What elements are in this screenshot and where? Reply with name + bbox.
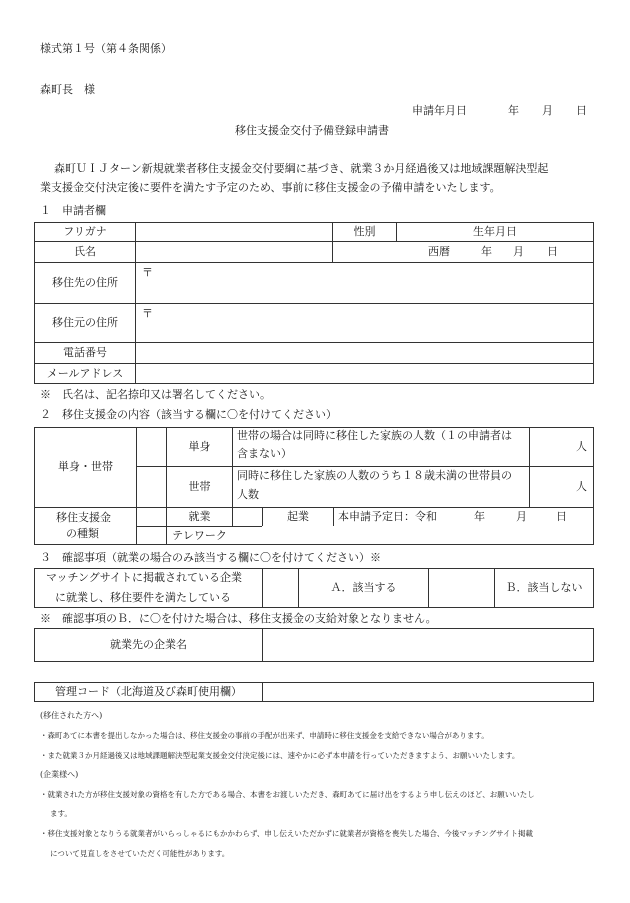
intro-line-1: 森町ＵＩＪターン新規就業者移住支援金交付要綱に基づき、就業３か月経過後又は地域課題解決型起 (54, 162, 549, 175)
single-mark-cell[interactable] (137, 428, 166, 466)
gender-field[interactable] (333, 242, 396, 262)
single-label: 単身 (188, 439, 211, 453)
footnote-company-2a: ・移住支援対象となりうる就業者がいらっしゃるにもかかわらず、申し伝えいただかずに就業者が資格を喪失した場合、今後マッチングサイト掲載 (40, 829, 534, 838)
old-address-postal-mark: 〒 (142, 307, 153, 320)
footnote-mover-2: ・また就業３か月経過後又は地域課題解決型起業支援金交付決定後には、速やかに必ず本申請を行っていただきますよう、お願いいたします。 (40, 751, 520, 760)
section1-note: ※ 氏名は、記名捺印又は署名してください。 (40, 388, 271, 401)
addressee: 森町長 様 (40, 83, 95, 96)
admin-code-label: 管理コード（北海道及び森町使用欄） (55, 685, 242, 699)
new-address-postal-mark: 〒 (142, 266, 153, 279)
application-date-month: 月 (542, 104, 553, 117)
old-address-label: 移住元の住所 (52, 315, 118, 329)
startup-plan-label: 本申請予定日：令和 (338, 510, 437, 523)
company-name-field[interactable] (263, 629, 593, 662)
footnote-company-2b: について見直しをさせていただく可能性があります。 (50, 849, 230, 858)
option-b-mark-cell[interactable] (429, 569, 494, 608)
section1-heading: １ 申請者欄 (40, 204, 106, 217)
birthdate-era: 西暦 (428, 245, 450, 258)
type-label-line-2: の種類 (66, 527, 99, 540)
footnote-mover-1: ・森町あてに本書を提出しなかった場合は、移住支援金の事前の手配が出来ず、申請時に移住支援金を支給できない場合があります。 (40, 731, 489, 740)
family-persons-field[interactable] (530, 467, 593, 507)
family-label: 世帯 (188, 479, 211, 493)
company-name-label: 就業先の企業名 (110, 638, 187, 652)
email-label: メールアドレス (46, 366, 124, 380)
phone-label: 電話番号 (63, 345, 107, 359)
family-desc-line-2: 人数 (237, 488, 259, 501)
phone-field[interactable] (136, 343, 593, 363)
footnote-company-1a: ・就業された方が移住支援対象の資格を有した方である場合、本書をお渡しいただき、森町あてに届け出をするよう申し伝えのほど、お願いいたし (40, 790, 535, 799)
startup-mark-cell[interactable] (233, 508, 262, 526)
question-line-2: に就業し、移住要件を満たしている (55, 591, 231, 604)
section3-heading: ３ 確認事項（就業の場合のみ該当する欄に〇を付けてください）※ (40, 551, 381, 564)
startup-plan-month: 月 (516, 510, 527, 523)
single-persons-unit: 人 (576, 439, 587, 453)
startup-plan-year: 年 (474, 510, 485, 523)
question-line-1: マッチングサイトに掲載されている企業 (46, 571, 243, 584)
new-address-label: 移住先の住所 (52, 275, 118, 289)
telework-label: テレワーク (172, 528, 227, 542)
footnote-company-1b: ます。 (50, 809, 72, 818)
birthdate-label: 生年月日 (473, 224, 517, 238)
single-desc-line-2: 含まない） (237, 447, 292, 460)
intro-line-2: 業支援金交付決定後に要件を満たす予定のため、事前に移住支援金の予備申請をいたします。 (40, 181, 501, 194)
page-title: 移住支援金交付予備登録申請書 (235, 124, 389, 137)
admin-code-field[interactable] (263, 683, 593, 702)
new-address-field[interactable] (136, 263, 593, 303)
application-date-day: 日 (576, 104, 587, 117)
type-label-line-1: 移住支援金 (56, 511, 111, 524)
footnote-for-companies: (企業様へ) (40, 770, 79, 779)
footnote-for-movers: (移住された方へ) (40, 711, 103, 720)
startup-label: 起業 (287, 509, 309, 523)
telework-mark-cell[interactable] (137, 527, 166, 545)
furigana-label: フリガナ (63, 224, 107, 238)
section3-note: ※ 確認事項のＢ．に〇を付けた場合は、移住支援金の支給対象となりません。 (40, 612, 437, 625)
email-field[interactable] (136, 364, 593, 384)
application-date-label: 申請年月日 (412, 104, 467, 117)
startup-plan-day: 日 (556, 510, 567, 523)
birthdate-day: 日 (547, 245, 558, 258)
family-mark-cell[interactable] (137, 467, 166, 507)
name-label: 氏名 (74, 244, 96, 258)
form-number: 様式第１号（第４条関係） (40, 42, 172, 55)
old-address-field[interactable] (136, 304, 593, 342)
application-date-year: 年 (508, 104, 519, 117)
family-desc-line-1: 同時に移住した家族の人数のうち１８歳未満の世帯員の (237, 469, 512, 482)
option-a-label: Ａ．該当する (330, 581, 397, 595)
name-field[interactable] (136, 242, 332, 262)
employment-label: 就業 (188, 509, 211, 523)
household-label: 単身・世帯 (58, 460, 113, 474)
single-desc-line-1: 世帯の場合は同時に移住した家族の人数（１の申請者は (237, 429, 512, 442)
employment-mark-cell[interactable] (137, 508, 166, 526)
family-persons-unit: 人 (576, 479, 587, 493)
single-persons-field[interactable] (530, 428, 593, 466)
furigana-field[interactable] (136, 223, 332, 241)
section2-heading: ２ 移住支援金の内容（該当する欄に〇を付けてください） (40, 408, 337, 421)
birthdate-year: 年 (481, 245, 492, 258)
option-b-label: Ｂ．該当しない (505, 581, 583, 595)
gender-label: 性別 (353, 224, 376, 238)
birthdate-month: 月 (513, 245, 524, 258)
option-a-mark-cell[interactable] (263, 569, 298, 608)
